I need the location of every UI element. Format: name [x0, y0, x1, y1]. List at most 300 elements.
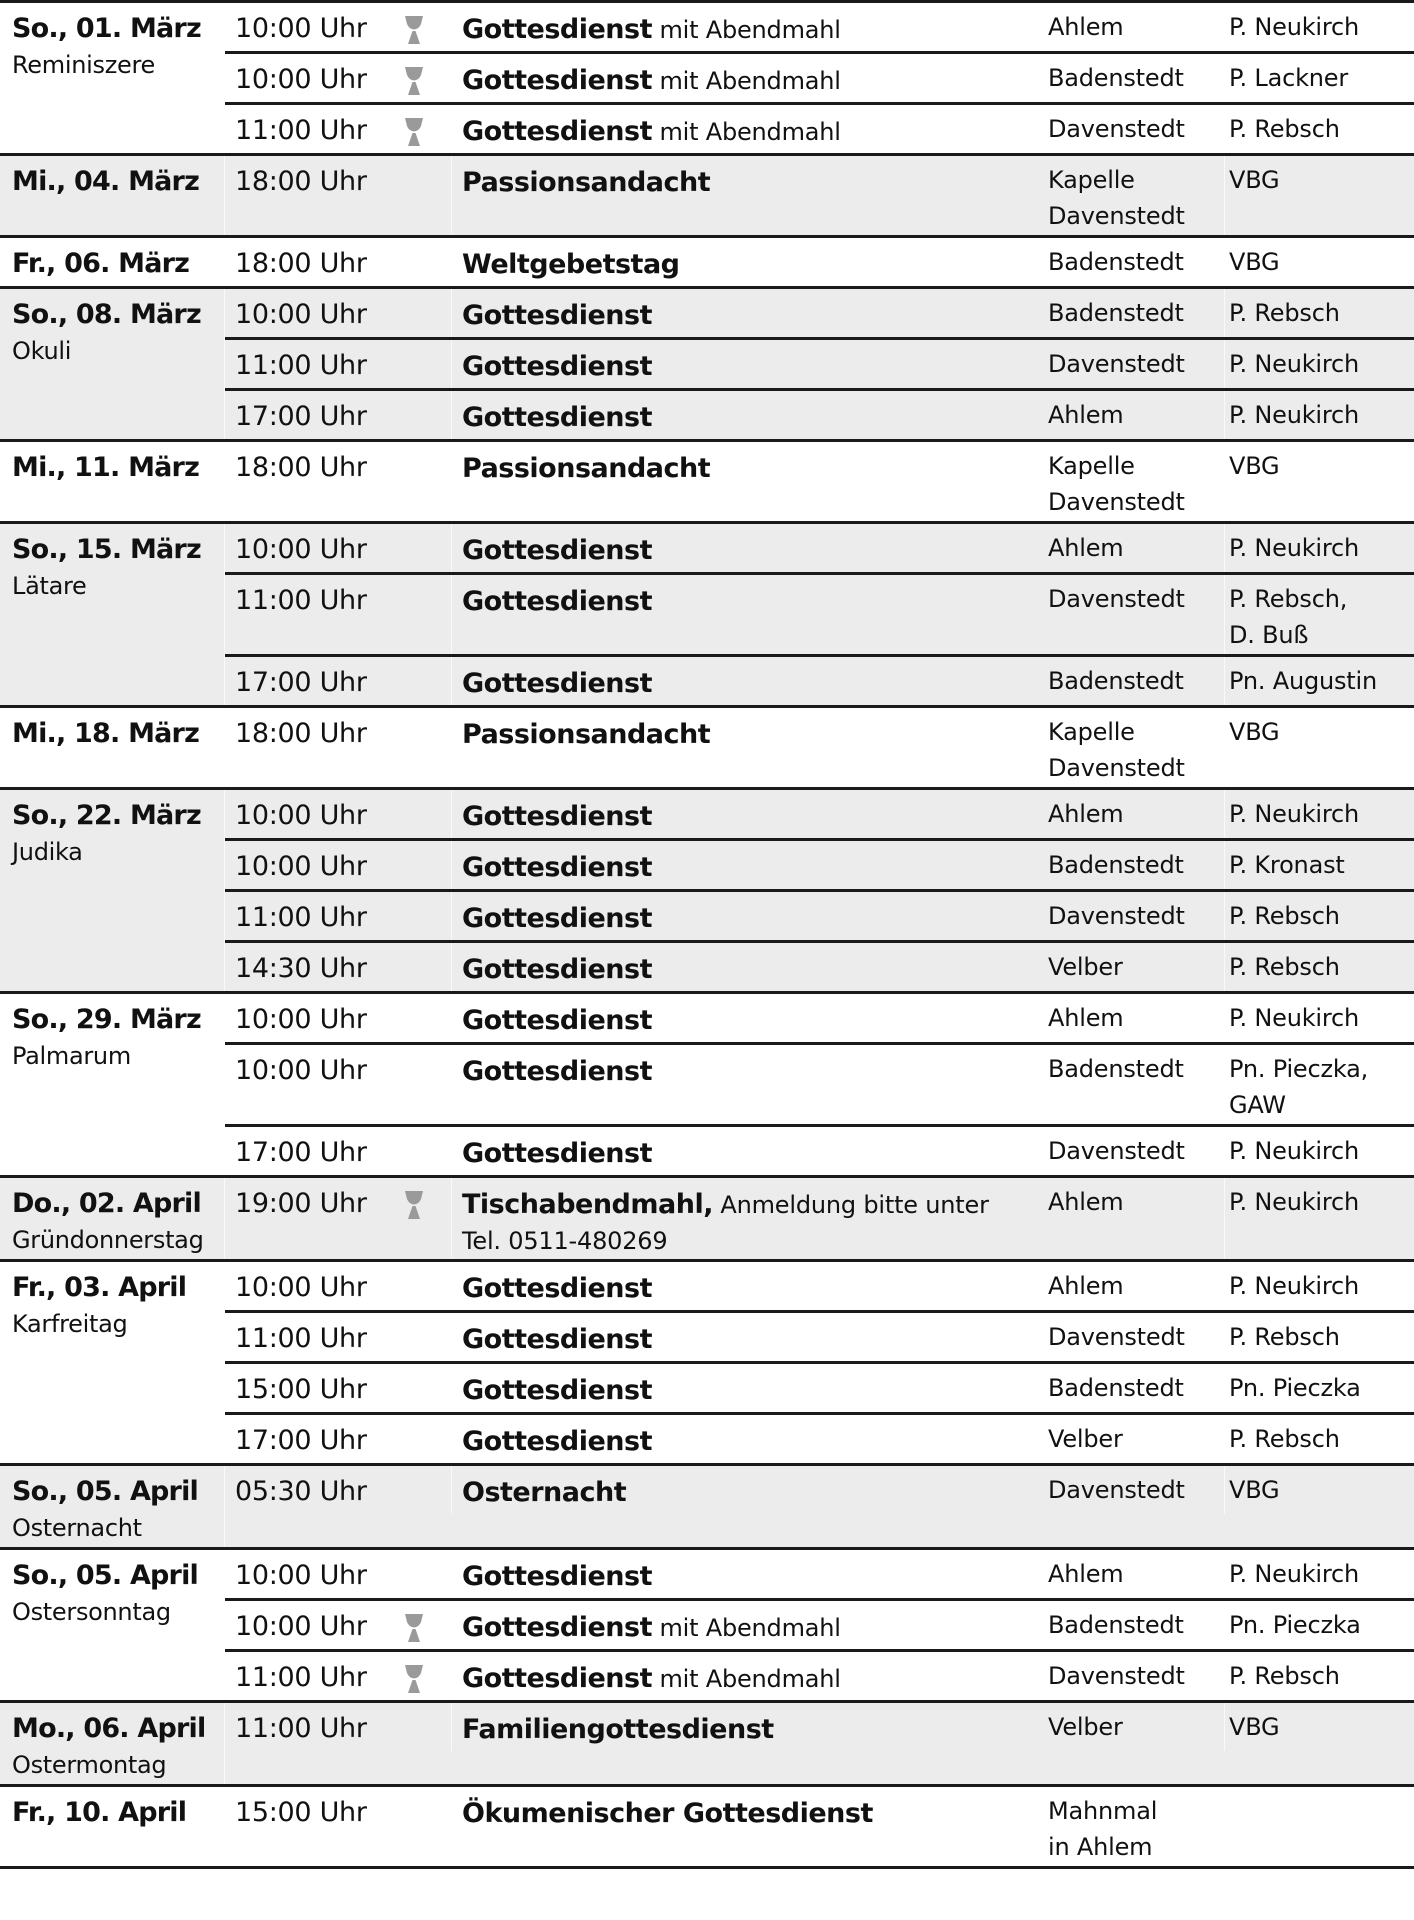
service-title-main: Gottesdienst	[462, 903, 653, 934]
service-title-main: Gottesdienst	[462, 116, 653, 147]
service-row	[225, 156, 1414, 235]
icon-cell	[405, 1262, 451, 1310]
location-line: Davenstedt	[1048, 488, 1185, 516]
date-cell	[0, 708, 225, 787]
service-title-main: Gottesdienst	[462, 1375, 653, 1406]
service-officiant	[1224, 657, 1414, 705]
service-time: 17:00 Uhr	[235, 667, 367, 698]
service-officiant	[1224, 238, 1414, 286]
service-time: 14:30 Uhr	[235, 953, 367, 984]
service-time: 11:00 Uhr	[235, 1323, 367, 1354]
location-line: Davenstedt	[1048, 202, 1185, 230]
icon-cell	[405, 1313, 451, 1361]
service-time: 10:00 Uhr	[235, 13, 367, 44]
service-row	[225, 654, 1414, 705]
service-officiant	[1224, 1313, 1414, 1361]
chalice-icon	[405, 67, 451, 95]
service-row	[225, 1787, 1414, 1866]
service-row	[225, 1649, 1414, 1700]
icon-cell	[405, 1703, 451, 1751]
service-title	[451, 708, 1024, 787]
service-time: 18:00 Uhr	[235, 452, 367, 483]
service-time: 10:00 Uhr	[235, 299, 367, 330]
service-title-main: Gottesdienst	[462, 586, 653, 617]
liturgical-day-label: Palmarum	[12, 1042, 131, 1070]
officiant-line: VBG	[1229, 166, 1280, 194]
officiant-line: VBG	[1229, 1713, 1280, 1741]
service-officiant	[1224, 156, 1414, 235]
service-officiant	[1224, 575, 1414, 654]
location-line: Ahlem	[1048, 13, 1124, 41]
date-label: So., 22. März	[12, 800, 201, 831]
service-entries	[225, 1178, 1414, 1259]
service-entries	[225, 1703, 1414, 1784]
service-time: 10:00 Uhr	[235, 64, 367, 95]
icon-cell	[405, 1415, 451, 1463]
service-title	[451, 1313, 1024, 1361]
date-group	[0, 3, 1414, 156]
service-entries	[225, 708, 1414, 787]
service-location	[1024, 1787, 1224, 1866]
date-label: Do., 02. April	[12, 1188, 201, 1219]
service-row	[225, 1598, 1414, 1649]
service-title	[451, 442, 1024, 521]
date-group	[0, 1550, 1414, 1703]
service-title	[451, 289, 1024, 337]
location-line: Davenstedt	[1048, 1476, 1185, 1504]
service-title-main: Gottesdienst	[462, 65, 653, 96]
location-line: Badenstedt	[1048, 64, 1184, 92]
service-row	[225, 524, 1414, 572]
service-time: 10:00 Uhr	[235, 1272, 367, 1303]
icon-cell	[405, 442, 451, 521]
icon-cell	[405, 1178, 451, 1259]
service-location	[1024, 575, 1224, 654]
location-line: Ahlem	[1048, 1272, 1124, 1300]
service-row	[225, 3, 1414, 51]
service-location	[1024, 1045, 1224, 1124]
service-title	[451, 943, 1024, 991]
officiant-line: P. Neukirch	[1229, 13, 1360, 41]
service-location	[1024, 54, 1224, 102]
service-location	[1024, 289, 1224, 337]
officiant-line: VBG	[1229, 718, 1280, 746]
service-officiant	[1224, 943, 1414, 991]
service-title-main: Gottesdienst	[462, 300, 653, 331]
service-location	[1024, 1703, 1224, 1751]
date-label: So., 05. April	[12, 1560, 198, 1591]
service-officiant	[1224, 340, 1414, 388]
service-title-note: mit Abendmahl	[652, 16, 841, 44]
officiant-line: P. Neukirch	[1229, 1188, 1360, 1216]
service-title	[451, 892, 1024, 940]
officiant-line: P. Rebsch	[1229, 115, 1340, 143]
service-title	[451, 1415, 1024, 1463]
location-line: Badenstedt	[1048, 1374, 1184, 1402]
liturgical-day-label: Reminiszere	[12, 51, 155, 79]
icon-cell	[405, 524, 451, 572]
service-row	[225, 442, 1414, 521]
icon-cell	[405, 3, 451, 51]
service-title-main: Gottesdienst	[462, 668, 653, 699]
service-row	[225, 889, 1414, 940]
service-row	[225, 337, 1414, 388]
service-officiant	[1224, 1178, 1414, 1259]
service-row	[225, 1042, 1414, 1124]
service-title	[451, 994, 1024, 1042]
service-location	[1024, 994, 1224, 1042]
service-row	[225, 238, 1414, 286]
date-label: So., 29. März	[12, 1004, 201, 1035]
service-officiant	[1224, 1262, 1414, 1310]
service-officiant	[1224, 1652, 1414, 1700]
service-location	[1024, 524, 1224, 572]
icon-cell	[405, 657, 451, 705]
icon-cell	[405, 790, 451, 838]
service-entries	[225, 1787, 1414, 1866]
officiant-line: VBG	[1229, 248, 1280, 276]
service-officiant	[1224, 790, 1414, 838]
service-officiant	[1224, 1415, 1414, 1463]
location-line: Davenstedt	[1048, 754, 1185, 782]
icon-cell	[405, 54, 451, 102]
date-label: So., 05. April	[12, 1476, 198, 1507]
service-title	[451, 575, 1024, 654]
service-row	[225, 1310, 1414, 1361]
location-line: Ahlem	[1048, 1004, 1124, 1032]
service-time: 17:00 Uhr	[235, 1425, 367, 1456]
service-title	[451, 1127, 1024, 1175]
location-line: Badenstedt	[1048, 851, 1184, 879]
service-row	[225, 572, 1414, 654]
service-entries	[225, 1550, 1414, 1700]
service-location	[1024, 442, 1224, 521]
service-entries	[225, 3, 1414, 153]
service-title-note: mit Abendmahl	[652, 67, 841, 95]
service-location	[1024, 708, 1224, 787]
service-title-main: Gottesdienst	[462, 852, 653, 883]
service-title-note: mit Abendmahl	[652, 1614, 841, 1642]
date-group	[0, 156, 1414, 238]
location-line: Davenstedt	[1048, 902, 1185, 930]
location-line: Davenstedt	[1048, 1323, 1185, 1351]
service-location	[1024, 943, 1224, 991]
service-entries	[225, 1262, 1414, 1463]
officiant-line: P. Neukirch	[1229, 350, 1360, 378]
service-time: 10:00 Uhr	[235, 1004, 367, 1035]
date-label: Fr., 03. April	[12, 1272, 187, 1303]
service-title-main: Gottesdienst	[462, 1561, 653, 1592]
date-cell	[0, 1703, 225, 1784]
location-line: Ahlem	[1048, 534, 1124, 562]
service-location	[1024, 1550, 1224, 1598]
service-title-note: mit Abendmahl	[652, 118, 841, 146]
service-entries	[225, 524, 1414, 705]
location-line: Mahnmal	[1048, 1797, 1158, 1825]
date-group	[0, 1787, 1414, 1869]
officiant-line: GAW	[1229, 1091, 1286, 1119]
officiant-line: P. Rebsch	[1229, 902, 1340, 930]
service-title-main: Tischabendmahl,	[462, 1189, 713, 1220]
service-officiant	[1224, 289, 1414, 337]
date-cell	[0, 1466, 225, 1547]
date-group	[0, 442, 1414, 524]
officiant-line: P. Rebsch	[1229, 1323, 1340, 1351]
icon-cell	[405, 1466, 451, 1514]
icon-cell	[405, 1601, 451, 1649]
icon-cell	[405, 1364, 451, 1412]
officiant-line: VBG	[1229, 452, 1280, 480]
service-officiant	[1224, 708, 1414, 787]
officiant-line: P. Rebsch	[1229, 1425, 1340, 1453]
location-line: Kapelle	[1048, 452, 1135, 480]
service-officiant	[1224, 105, 1414, 153]
service-title	[451, 156, 1024, 235]
service-time: 10:00 Uhr	[235, 1560, 367, 1591]
service-time: 18:00 Uhr	[235, 166, 367, 197]
service-location	[1024, 105, 1224, 153]
service-row	[225, 1466, 1414, 1514]
service-time: 15:00 Uhr	[235, 1797, 367, 1828]
location-line: Davenstedt	[1048, 585, 1185, 613]
liturgical-day-label: Osternacht	[12, 1514, 142, 1542]
service-time: 05:30 Uhr	[235, 1476, 367, 1507]
officiant-line: P. Neukirch	[1229, 1004, 1360, 1032]
location-line: Ahlem	[1048, 1188, 1124, 1216]
service-title	[451, 1364, 1024, 1412]
date-cell	[0, 1550, 225, 1700]
date-cell	[0, 3, 225, 153]
date-group	[0, 994, 1414, 1178]
service-title-main: Gottesdienst	[462, 1663, 653, 1694]
service-officiant	[1224, 1127, 1414, 1175]
service-entries	[225, 994, 1414, 1175]
icon-cell	[405, 575, 451, 654]
date-label: Mi., 04. März	[12, 166, 199, 197]
service-row	[225, 1124, 1414, 1175]
date-group	[0, 1178, 1414, 1262]
service-entries	[225, 289, 1414, 439]
date-label: So., 15. März	[12, 534, 201, 565]
service-title	[451, 1601, 1024, 1649]
service-time: 11:00 Uhr	[235, 1662, 367, 1693]
icon-cell	[405, 943, 451, 991]
service-location	[1024, 1652, 1224, 1700]
officiant-line: P. Neukirch	[1229, 800, 1360, 828]
service-title-main: Gottesdienst	[462, 1273, 653, 1304]
service-title	[451, 54, 1024, 102]
location-line: Davenstedt	[1048, 115, 1185, 143]
service-time: 18:00 Uhr	[235, 248, 367, 279]
service-title	[451, 1652, 1024, 1700]
icon-cell	[405, 289, 451, 337]
officiant-line: P. Neukirch	[1229, 1137, 1360, 1165]
date-group	[0, 1703, 1414, 1787]
service-title	[451, 1703, 1024, 1751]
location-line: Badenstedt	[1048, 248, 1184, 276]
icon-cell	[405, 841, 451, 889]
liturgical-day-label: Ostersonntag	[12, 1598, 171, 1626]
date-cell	[0, 524, 225, 705]
service-time: 10:00 Uhr	[235, 800, 367, 831]
service-title-main: Gottesdienst	[462, 954, 653, 985]
service-title	[451, 105, 1024, 153]
location-line: Kapelle	[1048, 718, 1135, 746]
chalice-icon	[405, 1665, 451, 1693]
location-line: Badenstedt	[1048, 1055, 1184, 1083]
icon-cell	[405, 1787, 451, 1866]
date-cell	[0, 156, 225, 235]
service-location	[1024, 1313, 1224, 1361]
date-label: Mo., 06. April	[12, 1713, 206, 1744]
officiant-line: VBG	[1229, 1476, 1280, 1504]
service-time: 10:00 Uhr	[235, 851, 367, 882]
location-line: Davenstedt	[1048, 1662, 1185, 1690]
service-title	[451, 657, 1024, 705]
service-title	[451, 1178, 1024, 1259]
service-row	[225, 51, 1414, 102]
officiant-line: P. Neukirch	[1229, 1272, 1360, 1300]
date-group	[0, 289, 1414, 442]
service-title	[451, 1466, 1024, 1514]
officiant-line: P. Rebsch	[1229, 1662, 1340, 1690]
service-officiant	[1224, 1364, 1414, 1412]
officiant-line: P. Rebsch,	[1229, 585, 1348, 613]
service-title-main: Gottesdienst	[462, 1324, 653, 1355]
service-time: 18:00 Uhr	[235, 718, 367, 749]
service-officiant	[1224, 3, 1414, 51]
date-group	[0, 524, 1414, 708]
service-title	[451, 524, 1024, 572]
service-title-main: Gottesdienst	[462, 1056, 653, 1087]
date-label: Fr., 06. März	[12, 248, 190, 279]
service-location	[1024, 1364, 1224, 1412]
service-location	[1024, 3, 1224, 51]
chalice-icon	[405, 16, 451, 44]
service-location	[1024, 1178, 1224, 1259]
officiant-line: P. Neukirch	[1229, 534, 1360, 562]
date-cell	[0, 994, 225, 1175]
service-officiant	[1224, 892, 1414, 940]
location-line: Badenstedt	[1048, 299, 1184, 327]
service-title	[451, 1262, 1024, 1310]
service-title	[451, 391, 1024, 439]
service-row	[225, 388, 1414, 439]
service-row	[225, 1703, 1414, 1751]
service-location	[1024, 391, 1224, 439]
service-row	[225, 1361, 1414, 1412]
service-title	[451, 841, 1024, 889]
service-time: 11:00 Uhr	[235, 585, 367, 616]
service-location	[1024, 1415, 1224, 1463]
service-title-main: Gottesdienst	[462, 801, 653, 832]
liturgical-day-label: Judika	[12, 838, 83, 866]
service-title-main: Gottesdienst	[462, 1138, 653, 1169]
service-title	[451, 340, 1024, 388]
service-entries	[225, 156, 1414, 235]
chalice-icon	[405, 1614, 451, 1642]
date-group	[0, 1262, 1414, 1466]
service-officiant	[1224, 1550, 1414, 1598]
location-line: Badenstedt	[1048, 1611, 1184, 1639]
date-cell	[0, 442, 225, 521]
service-time: 10:00 Uhr	[235, 1055, 367, 1086]
service-row	[225, 289, 1414, 337]
officiant-line: P. Neukirch	[1229, 401, 1360, 429]
service-row	[225, 708, 1414, 787]
officiant-line: P. Rebsch	[1229, 953, 1340, 981]
service-row	[225, 102, 1414, 153]
service-time: 17:00 Uhr	[235, 401, 367, 432]
service-title-note: Anmeldung bitte unter Tel. 0511-480269	[462, 1191, 989, 1255]
service-row	[225, 994, 1414, 1042]
service-entries	[225, 790, 1414, 991]
service-officiant	[1224, 1787, 1414, 1866]
service-title	[451, 238, 1024, 286]
chalice-icon	[405, 1191, 451, 1219]
service-officiant	[1224, 994, 1414, 1042]
service-officiant	[1224, 524, 1414, 572]
service-officiant	[1224, 1045, 1414, 1124]
icon-cell	[405, 1127, 451, 1175]
service-title	[451, 1550, 1024, 1598]
service-time: 11:00 Uhr	[235, 350, 367, 381]
icon-cell	[405, 340, 451, 388]
service-time: 11:00 Uhr	[235, 115, 367, 146]
service-title-main: Passionsandacht	[462, 167, 711, 198]
location-line: Ahlem	[1048, 401, 1124, 429]
date-cell	[0, 238, 225, 286]
service-officiant	[1224, 442, 1414, 521]
location-line: Davenstedt	[1048, 1137, 1185, 1165]
service-row	[225, 790, 1414, 838]
officiant-line: P. Lackner	[1229, 64, 1349, 92]
service-officiant	[1224, 54, 1414, 102]
service-location	[1024, 1466, 1224, 1514]
service-row	[225, 1550, 1414, 1598]
officiant-line: P. Neukirch	[1229, 1560, 1360, 1588]
service-title-main: Passionsandacht	[462, 453, 711, 484]
service-title	[451, 1045, 1024, 1124]
liturgical-day-label: Gründonnerstag	[12, 1226, 204, 1254]
service-officiant	[1224, 1466, 1414, 1514]
service-row	[225, 1178, 1414, 1259]
service-title-main: Gottesdienst	[462, 402, 653, 433]
service-row	[225, 838, 1414, 889]
date-label: Fr., 10. April	[12, 1797, 187, 1828]
service-title-main: Ökumenischer Gottesdienst	[462, 1798, 873, 1829]
service-location	[1024, 156, 1224, 235]
icon-cell	[405, 1652, 451, 1700]
location-line: Ahlem	[1048, 1560, 1124, 1588]
icon-cell	[405, 105, 451, 153]
service-title-main: Familiengottesdienst	[462, 1714, 774, 1745]
officiant-line: Pn. Augustin	[1229, 667, 1377, 695]
liturgical-day-label: Ostermontag	[12, 1751, 167, 1779]
liturgical-day-label: Karfreitag	[12, 1310, 128, 1338]
service-time: 10:00 Uhr	[235, 534, 367, 565]
service-officiant	[1224, 391, 1414, 439]
date-cell	[0, 790, 225, 991]
service-row	[225, 1412, 1414, 1463]
date-label: So., 01. März	[12, 13, 201, 44]
location-line: Velber	[1048, 1713, 1123, 1741]
service-location	[1024, 340, 1224, 388]
date-cell	[0, 1262, 225, 1463]
service-location	[1024, 238, 1224, 286]
service-location	[1024, 1262, 1224, 1310]
service-location	[1024, 790, 1224, 838]
